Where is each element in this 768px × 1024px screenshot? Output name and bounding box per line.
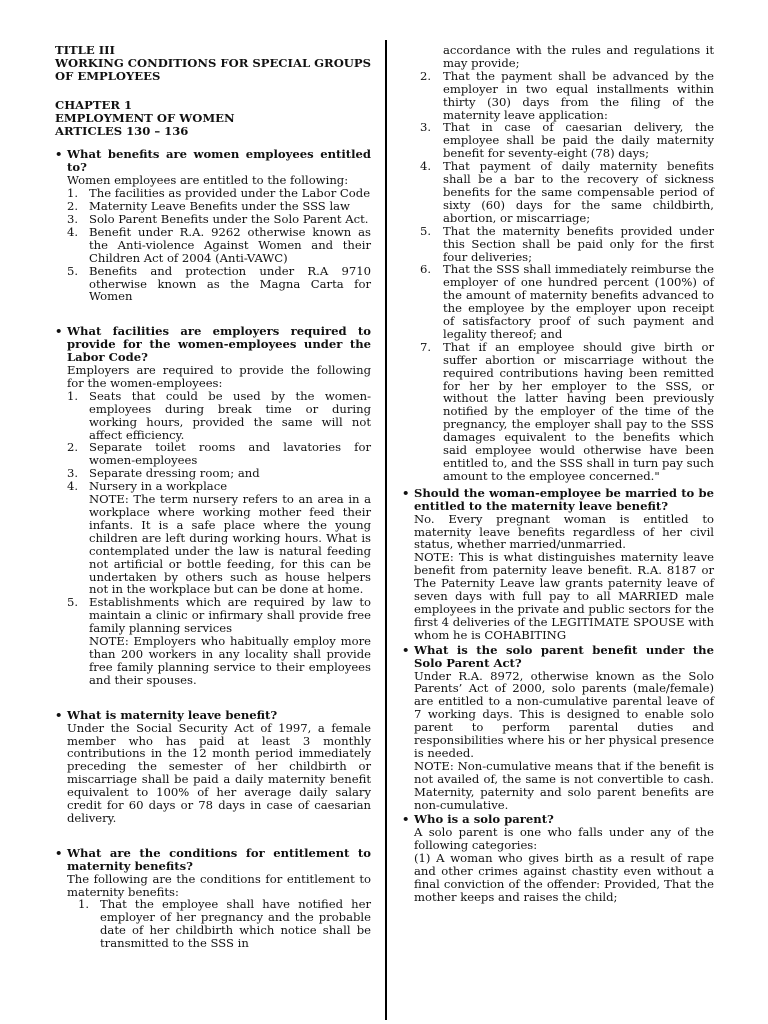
facilities-list bbox=[55, 390, 371, 687]
list-item: 4. That payment of daily maternity benefits shall be a bar to the recovery of sickness benefits for the same compensable period of sixty (60) days for the same childbirth, abortion, or miscarriage; bbox=[420, 159, 714, 225]
paternity-note: NOTE: This is what distinguishes maternity leave benefit from paternity leave benefit. R.A. 8187 or The Paternity Leave law grants paternity leave of seven days with full pay to all MARRIED male employees in the private and public sectors for the first 4 deliveries of the LEGITIMATE SPOUSE with whom he is COHABITING bbox=[414, 550, 714, 642]
chapter-line: CHAPTER 1 bbox=[55, 97, 133, 112]
question-married-requirement: • Should the woman-employee be married to be entitled to the maternity leave benefit? bbox=[402, 487, 714, 513]
list-item: 3. Separate dressing room; and bbox=[67, 466, 260, 481]
list-item: 5. That the maternity benefits provided under this Section shall be paid only for the first four deliveries; bbox=[420, 223, 714, 264]
benefits-list bbox=[55, 187, 371, 303]
list-item-continued: accordance with the rules and regulations it may provide; bbox=[443, 43, 714, 70]
solo-parent-category-1: (1) A woman who gives birth as a result of rape and other crimes against chastity even without a final conviction of the offender: Provided, That the mother keeps and raises the child; bbox=[414, 851, 714, 904]
answer-text: Under R.A. 8972, otherwise known as the Solo Parents’ Act of 2000, solo parents (male/female) are entitled to a non-cumulative parental leave of 7 working days. This is designed to enable solo parent to perform parental duties and responsibilities where his or her physical presence is needed. bbox=[414, 668, 714, 760]
chapter-subline: EMPLOYMENT OF WOMEN bbox=[55, 110, 235, 125]
conditions-list bbox=[55, 898, 371, 950]
list-item: 1. The facilities as provided under the Labor Code bbox=[67, 186, 371, 201]
question-employer-facilities: • What facilities are employers required to provide for the women-employees under the Labor Code? bbox=[55, 325, 371, 364]
answer-text: Under the Social Security Act of 1997, a female member who has paid at least 3 monthly contributions in the 12 month period immediately preceding the semester of her childbirth or miscarriage shall be paid a daily maternity benefit equivalent to 100% of her average daily salary credit for 60 days or 78 days in case of caesarian delivery. bbox=[67, 720, 371, 825]
answer-text: A solo parent is one who falls under any of the following categories: bbox=[414, 825, 714, 853]
non-cumulative-note: NOTE: Non-cumulative means that if the benefit is not availed of, the same is not convertible to cash. Maternity, paternity and solo parent benefits are non-cumulative. bbox=[414, 758, 714, 812]
list-item: 3. That in case of caesarian delivery, the employee shall be paid the daily maternity benefit for seventy-eight (78) days; bbox=[420, 120, 714, 161]
list-item: 4. Nursery in a workplace NOTE: The term nursery refers to an area in a workplace where working mother feed their infants. It is a safe place where the young children are left during working hours. What is contemplated under the law is natural feeding not artificial or bottle feeding, for this can be undertaken by others such as house helpers not in the workplace but can be done at home. bbox=[67, 479, 371, 597]
left-column bbox=[55, 44, 371, 950]
conditions-list-continued bbox=[402, 44, 714, 483]
list-item: 1. That the employee shall have notified her employer of her pregnancy and the probable date of her childbirth which notice shall be transmitted to the SSS in bbox=[78, 897, 371, 951]
answer-text: No. Every pregnant woman is entitled to maternity leave benefits regardless of her civil status, whether married/unmarried. bbox=[414, 511, 714, 552]
nursery-note: NOTE: The term nursery refers to an area in a workplace where working mother feed their infants. It is a safe place where the young children are left during working hours. What is contemplated under the law is natural feeding not artificial or bottle feeding, for this can be undertaken by others such as house helpers not in the workplace but can be done at home. bbox=[89, 492, 371, 597]
list-item: 5. Benefits and protection under R.A 9710 otherwise known as the Magna Carta for Women bbox=[67, 263, 371, 304]
list-item: 4. Benefit under R.A. 9262 otherwise known as the Anti-violence Against Women and their Children Act of 2004 (Anti-VAWC) bbox=[67, 224, 371, 265]
title-subline: WORKING CONDITIONS FOR SPECIAL GROUPS OF EMPLOYEES bbox=[55, 55, 371, 83]
list-item: 6. That the SSS shall immediately reimburse the employer of one hundred percent (100%) of the amount of maternity benefits advanced to the employee by the employer upon receipt of satisfactory proof of such payment and legality thereof; and bbox=[420, 262, 714, 341]
list-item: 2. Separate toilet rooms and lavatories for women-employees bbox=[67, 440, 371, 468]
title-heading bbox=[55, 44, 371, 83]
question-women-benefits: • What benefits are women employees entitled to? bbox=[55, 148, 371, 174]
answer-intro: Women employees are entitled to the following: bbox=[67, 173, 349, 188]
list-item: 7. That if an employee should give birth or suffer abortion or miscarriage without the required contributions having been remitted for her by her employer to the SSS, or without the latter having been previously notified by the employer of the time of the pregnancy, the employer shall pay to the SSS damages equivalent to the benefits which said employee would otherwise have been entitled to, and the SSS shall in turn pay such amount to the employee concerned." bbox=[420, 339, 714, 483]
list-item: 1. Seats that could be used by the women-employees during break time or during working hours, provided the same will not affect efficiency. bbox=[67, 388, 371, 442]
question-maternity-leave: • What is maternity leave benefit? bbox=[55, 709, 371, 722]
list-item: 2. Maternity Leave Benefits under the SSS law bbox=[67, 199, 350, 214]
question-solo-parent-benefit: • What is the solo parent benefit under the Solo Parent Act? bbox=[402, 644, 714, 670]
question-entitlement-conditions: • What are the conditions for entitlement to maternity benefits? bbox=[55, 847, 371, 873]
chapter-heading bbox=[55, 99, 371, 138]
family-planning-note: NOTE: Employers who habitually employ more than 200 workers in any locality shall provide free family planning service to their employees and their spouses. bbox=[89, 634, 371, 687]
list-item: 2. That the payment shall be advanced by the employer in two equal installments within thirty (30) days from the filing of the maternity leave application: bbox=[420, 68, 714, 122]
title-line: TITLE III bbox=[55, 43, 115, 57]
right-column bbox=[402, 44, 714, 904]
answer-intro: The following are the conditions for entitlement to maternity benefits: bbox=[67, 871, 371, 899]
question-who-is-solo-parent: • Who is a solo parent? bbox=[402, 813, 714, 826]
articles-line: ARTICLES 130 – 136 bbox=[55, 123, 189, 138]
list-item: 3. Solo Parent Benefits under the Solo Parent Act. bbox=[67, 211, 369, 226]
list-item: 5. Establishments which are required by law to maintain a clinic or infirmary shall provide free family planning services NOTE: Employers who habitually employ more than 200 workers in any locality shall provide free family planning service to their employees and their spouses. bbox=[67, 595, 371, 687]
column-divider bbox=[385, 40, 387, 1020]
answer-intro: Employers are required to provide the following for the women-employees: bbox=[67, 363, 371, 390]
